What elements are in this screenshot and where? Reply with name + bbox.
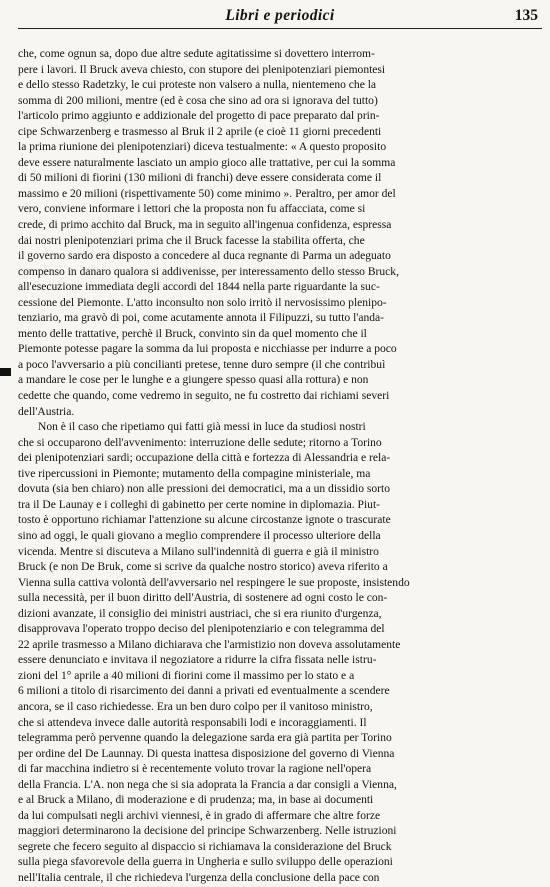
text-line: dai nostri plenipotenziari prima che il Bruck facesse la stabilita offerta, che [18,234,365,247]
text-line: ancora, se il caso richiedesse. Era un ben duro colpo per il vanitoso ministro, [18,700,373,713]
text-line: sino ad oggi, le quali giovano a meglio comprendere il processo ulteriore della [18,529,381,542]
body-text [18,47,550,887]
text-line: sulla necessità, per il buon diritto dell'Austria, di sostenere ad ogni costo le con- [18,592,388,605]
text-line: dell'Austria. [18,405,75,418]
text-line: somma di 200 milioni, mentre (ed è cosa che sino ad ora si ignorava del tutto) [18,94,378,107]
margin-marker [0,368,11,376]
text-line: che, come ognun sa, dopo due altre sedute agitatissime si dovettero interrom- [18,48,375,60]
text-line: all'esecuzione immediata degli accordi del 1844 nella parte riguardante la suc- [18,281,380,294]
text-line: maggiori determinarono la decisione del principe Schwarzenberg. Nelle istruzioni [18,825,397,838]
text-line: telegramma però pervenne quando la delegazione sarda era già partita per Torino [18,732,392,745]
page-number: 135 [514,7,538,24]
text-line: tra il De Launay e i colleghi di gabinetto per certe nomine in diplomazia. Piut- [18,498,381,511]
text-line: pere i lavori. Il Bruck aveva chiesto, con stupore dei plenipotenziari piemontesi [18,63,386,76]
text-line: tosto è opportuno richiamar l'attenzione su alcune circostanze ignote o trascurate [18,514,391,527]
text-line: essere denunciato e invitava il negoziatore a ridurre la cifra fissata nelle istru- [18,654,377,667]
text-line: zioni del 1° aprile a 40 milioni di fiorini come il massimo per lo stato e a [18,669,355,682]
text-line: tive ripercussioni in Piemonte; mutamento della compagine ministeriale, ma [18,467,371,480]
text-line: a mandare le cose per le lunghe e a giungere spesso quasi alla rottura) e non [18,374,369,387]
running-header [18,6,542,29]
text-line: Vienna sulla cattiva volontà dell'avversario nel respingere le sue proposte, insistendo [18,576,410,589]
text-line: compenso in danaro qualora si addivenisse, per interessamento dello stesso Bruck, [18,265,399,278]
text-line: e al Bruck a Milano, di moderazione e di prudenza; ma, in base ai documenti [18,794,374,807]
text-line: cedette che quando, come vedremo in seguito, ne fu costretto dai richiami severi [18,390,390,403]
text-line: l'articolo primo aggiunto e addizionale del progetto di pace preparato dal prin- [18,110,380,123]
text-line: 6 milioni a titolo di risarcimento dei danni a privati ed eventualmente a scendere [18,685,390,698]
text-line: dei plenipotenziari sardi; occupazione della città e fortezza di Alessandria e rela- [18,452,391,465]
paragraph [18,47,550,420]
text-line: dizioni avanzate, il consiglio dei ministri austriaci, che si era riunito d'urgenza, [18,607,382,620]
text-line: vicenda. Mentre si discuteva a Milano sull'indennità di guerra e già il ministro [18,545,379,558]
text-line: di 50 milioni di fiorini (130 milioni di franchi) deve essere considerata come il [18,172,382,185]
text-line: nell'Italia centrale, il che richiedeva l'urgenza della conclusione della pace con [18,871,380,884]
text-line: cipe Schwarzenberg e trasmesso al Bruk il 2 aprile (e cioè 11 giorni precedenti [18,125,382,138]
text-line: che si attendeva invece dalle autorità responsabili lodi e incoraggiamenti. Il [18,716,367,729]
text-line: Piemonte potesse pagare la somma da lui proposta e nicchiasse per indurre a poco [18,343,397,356]
text-line: deve essere naturalmente lasciato un ampio gioco alle trattative, per cui la somma [18,156,396,169]
text-line: che si occuparono dell'avvenimento: interruzione delle sedute; ritorno a Torino [18,436,382,449]
text-line: e dello stesso Radetzky, le cui proteste non valsero a nulla, nientemeno che la [18,79,377,92]
running-title: Libri e periodici [225,7,335,24]
text-line: sulla piega sfavorevole della guerra in Ungheria e sullo sviluppo delle operazioni [18,856,393,869]
text-line: tenziario, ma gravò di poi, come acutamente annota il Filipuzzi, su tutto l'anda- [18,312,385,325]
text-line: massimo e 20 milioni (rispettivamente 50) come minimo ». Peraltro, per amor del [18,187,396,200]
text-line: Non è il caso che ripetiamo qui fatti già messi in luce da studiosi nostri [38,421,366,434]
text-line: mento delle trattative, perchè il Bruck, convinto sin da quel momento che il [18,327,367,340]
text-line: 22 aprile trasmesso a Milano dichiarava che l'armistizio non doveva assolutamente [18,638,401,651]
paragraph [18,420,550,886]
text-line: vero, conviene informare i lettori che la proposta non fu affacciata, come si [18,203,366,216]
text-line: da lui compulsati negli archivi viennesi, è in grado di affermare che altre forze [18,809,381,822]
text-line: di far macchina indietro si è recentemente voluto trovar la ragione nell'opera [18,763,372,776]
text-line: disapprovava l'operato troppo deciso del plenipotenziario e con telegramma del [18,623,385,636]
text-line: della Francia. L'A. non nega che si sia adoprata la Francia a dar consigli a Vienna, [18,778,397,791]
text-line: dovuta (sia ben chiaro) non alle pressioni dei democratici, ma a un dissidio sorto [18,483,390,496]
text-line: Bruck (e non De Bruk, come si scrive da qualche nostro storico) aveva riferito a [18,561,388,574]
text-line: il governo sardo era disposto a concedere al duca regnante di Parma un adeguato [18,250,391,263]
text-line: a poco l'avversario a più concilianti pretese, tenne duro sempre (il che contribuì [18,358,386,371]
text-line: cessione del Piemonte. L'atto inconsulto non solo irritò il nervosissimo plenipo- [18,296,387,309]
text-line: la prima riunione dei plenipotenziari) diceva testualmente: « A questo proposito [18,141,387,154]
text-line: crede, di primo acchito dal Bruck, ma in seguito all'ingenua confidenza, espressa [18,219,392,232]
text-line: segrete che fecero seguito al dispaccio si richiamava la considerazione del Bruck [18,840,392,853]
text-line: per ordine del De Launnay. Di questa inattesa disposizione del governo di Vienna [18,747,395,760]
